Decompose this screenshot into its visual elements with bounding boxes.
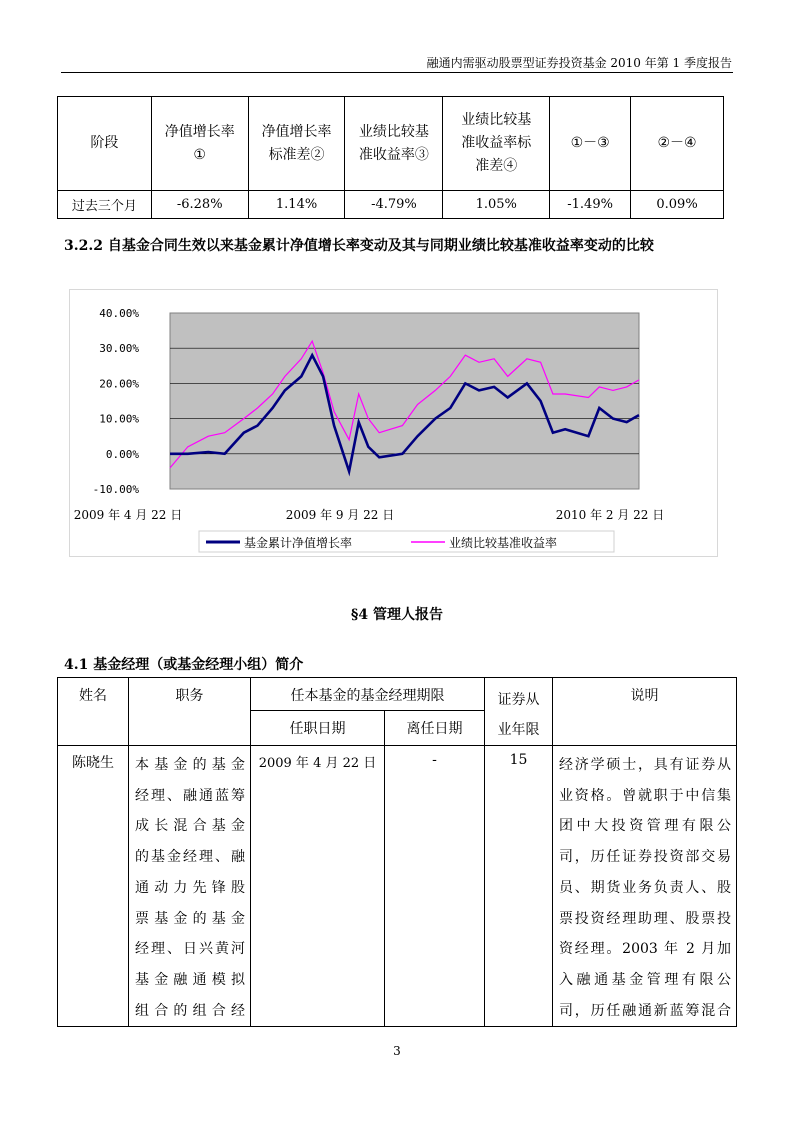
mgr-cell-duty <box>129 746 251 1027</box>
performance-table-row <box>58 191 724 219</box>
mgr-duty-text <box>129 746 250 1026</box>
perf-header-line: ②－④ <box>657 135 697 151</box>
manager-table-header-row <box>58 678 737 711</box>
mgr-duty-line: 的基金经理、融 <box>135 849 245 866</box>
mgr-duty-line: 通动力先锋股 <box>135 879 245 896</box>
chart-svg <box>70 290 719 558</box>
perf-cell-bench-std: 1.05% <box>443 191 550 219</box>
performance-chart <box>69 289 718 557</box>
page-number: 3 <box>393 1044 401 1058</box>
perf-header-cell <box>151 97 248 191</box>
mgr-cell-name: 陈晓生 <box>58 746 129 1027</box>
mgr-duty-line: 成长混合基金 <box>135 818 245 835</box>
plot-area <box>170 313 639 489</box>
mgr-desc-text <box>553 746 736 1026</box>
section-4-1-heading: 4.1 基金经理（或基金经理小组）简介 <box>64 657 304 673</box>
mgr-duty-line: 本基金的基金 <box>135 757 245 773</box>
mgr-header-period: 任本基金的基金经理期限 <box>251 678 485 711</box>
mgr-header-years-line1: 证券从 <box>497 692 540 708</box>
header-rule <box>61 72 733 73</box>
report-header-title: 融通内需驱动股票型证券投资基金 2010 年第 1 季度报告 <box>426 56 732 70</box>
mgr-duty-line: 经理、融通蓝筹 <box>135 787 245 804</box>
mgr-duty-line: 基金融通模拟 <box>135 971 245 988</box>
x-tick-label: 2009 年 4 月 22 日 <box>73 508 183 522</box>
perf-header-stage: 阶段 <box>90 135 119 151</box>
legend-label: 基金累计净值增长率 <box>244 536 353 550</box>
mgr-header-end: 离任日期 <box>385 711 485 746</box>
perf-cell-period: 过去三个月 <box>58 191 152 219</box>
mgr-desc-line: 司，历任证券投资部交易 <box>559 849 731 866</box>
mgr-header-years <box>485 678 553 746</box>
mgr-desc-line: 员、期货业务负责人、股 <box>559 879 731 896</box>
y-tick-label: 20.00% <box>99 377 139 391</box>
perf-header-cell <box>58 97 152 191</box>
mgr-cell-desc <box>553 746 737 1027</box>
mgr-duty-line: 经理、日兴黄河 <box>135 941 245 958</box>
mgr-desc-line: 团中大投资管理有限公 <box>559 818 731 835</box>
perf-header-line: ①－③ <box>570 135 610 151</box>
performance-table-header <box>58 97 724 191</box>
y-tick-label: 30.00% <box>99 342 139 356</box>
perf-header-cell <box>443 97 550 191</box>
perf-header-line: 准收益率标 <box>461 135 532 151</box>
perf-cell-nav-growth: -6.28% <box>151 191 248 219</box>
mgr-desc-line: 入融通基金管理有限公 <box>559 971 731 988</box>
mgr-header-name: 姓名 <box>58 678 129 746</box>
mgr-desc-line: 票投资经理助理、股票投 <box>559 910 731 927</box>
manager-table <box>57 677 737 1027</box>
performance-table <box>57 96 724 219</box>
manager-table-row <box>58 746 737 1027</box>
legend-label: 业绩比较基准收益率 <box>449 536 558 550</box>
mgr-desc-line: 资经理。2003 年 2 月加 <box>559 941 731 958</box>
x-tick-label: 2010 年 2 月 22 日 <box>555 508 665 522</box>
mgr-cell-start: 2009 年 4 月 22 日 <box>251 746 385 1027</box>
y-tick-label: 40.00% <box>99 307 139 320</box>
perf-cell-diff-1-3: -1.49% <box>550 191 631 219</box>
perf-header-line: 净值增长率 <box>261 123 332 140</box>
perf-header-line: 净值增长率 <box>164 123 235 140</box>
perf-header-cell <box>345 97 443 191</box>
perf-cell-diff-2-4: 0.09% <box>631 191 724 219</box>
mgr-desc-line: 司，历任融通新蓝筹混合 <box>559 1002 731 1019</box>
mgr-header-years-line2: 业年限 <box>497 722 540 738</box>
mgr-cell-end: - <box>385 746 485 1027</box>
y-tick-label: 10.00% <box>99 412 139 426</box>
perf-header-line: 准差④ <box>475 158 518 174</box>
perf-cell-bench-return: -4.79% <box>345 191 443 219</box>
section-3-2-2-heading: 3.2.2 自基金合同生效以来基金累计净值增长率变动及其与同期业绩比较基准收益率变动的比较 <box>64 238 654 254</box>
x-tick-label: 2009 年 9 月 22 日 <box>285 508 395 522</box>
y-tick-label: -10.00% <box>92 483 139 496</box>
perf-header-line: ① <box>193 146 206 163</box>
mgr-header-start: 任职日期 <box>251 711 385 746</box>
y-tick-label: 0.00% <box>105 447 139 461</box>
mgr-header-duty: 职务 <box>129 678 251 746</box>
mgr-duty-line: 票基金的基金 <box>135 910 245 927</box>
perf-header-line: 业绩比较基 <box>461 112 532 128</box>
perf-header-line: 业绩比较基 <box>358 123 429 140</box>
mgr-desc-line: 经济学硕士，具有证券从 <box>559 757 731 773</box>
perf-header-cell <box>550 97 631 191</box>
perf-header-cell <box>631 97 724 191</box>
perf-header-line: 标准差② <box>268 146 325 163</box>
perf-cell-nav-std: 1.14% <box>248 191 345 219</box>
mgr-desc-line: 业资格。曾就职于中信集 <box>559 787 731 804</box>
section-4-title: §4 管理人报告 <box>351 607 443 623</box>
perf-header-cell <box>248 97 345 191</box>
perf-header-line: 准收益率③ <box>358 146 429 163</box>
mgr-header-desc: 说明 <box>553 678 737 746</box>
mgr-cell-years: 15 <box>485 746 553 1027</box>
mgr-duty-line: 组合的组合经 <box>135 1002 245 1019</box>
